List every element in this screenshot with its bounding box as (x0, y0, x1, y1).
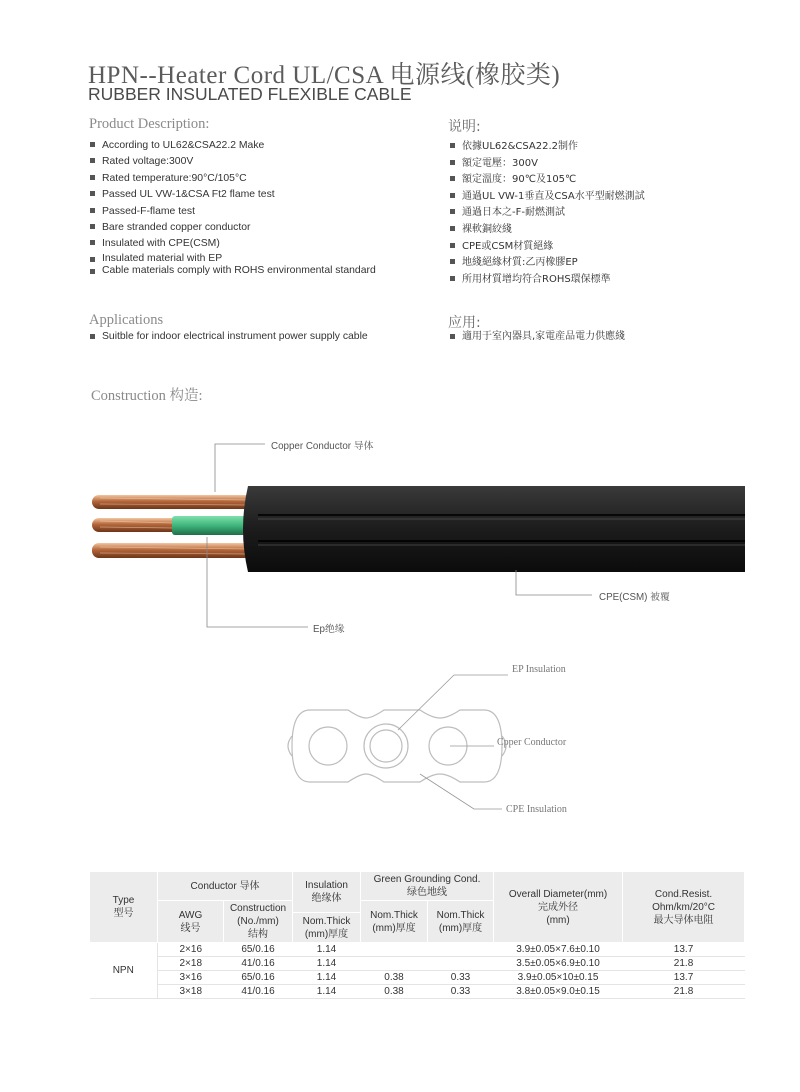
construction-cell: 65/0.16 (224, 971, 293, 985)
table-row (90, 957, 745, 971)
green-nom-thick-header-1: Nom.Thick (mm)厚度 (361, 901, 428, 943)
description-item: Insulated with CPE(CSM) (89, 236, 376, 252)
description-item: Passed UL VW-1&CSA Ft2 flame test (89, 187, 376, 203)
description-cn-list (449, 139, 645, 288)
copper-conductor-label: Copper Conductor 导体 (271, 441, 374, 452)
awg-cell: 2×16 (158, 943, 224, 957)
description-list (89, 138, 376, 277)
type-value: NPN (90, 943, 158, 999)
green-thick-cell-2 (428, 943, 494, 957)
insulation-header: Insulation 绝缘体 (293, 872, 361, 913)
description-cn-item: 地綫絕緣材質:乙丙橡膠EP (449, 255, 645, 272)
construction-heading: Construction 构造: (91, 388, 203, 404)
awg-cell: 2×18 (158, 957, 224, 971)
description-item: Rated temperature:90°C/105°C (89, 171, 376, 187)
ep-insulation-cross-label: EP Insulation (512, 664, 566, 675)
insulation-nom-thick-header: Nom.Thick (mm)厚度 (293, 913, 361, 943)
green-thick-cell-2: 0.33 (428, 971, 494, 985)
page-subtitle: RUBBER INSULATED FLEXIBLE CABLE (88, 84, 412, 104)
applications-cn-heading: 应用: (448, 315, 481, 331)
description-item: Cable materials comply with ROHS environmental standard (89, 265, 376, 277)
applications-cn-item: 適用于室內器具,家電産品電力供應綫 (449, 330, 625, 344)
table-row (90, 971, 745, 985)
green-nom-thick-header-2: Nom.Thick (mm)厚度 (428, 901, 494, 943)
description-item: Rated voltage:300V (89, 154, 376, 170)
description-cn-item: 裸軟銅絞綫 (449, 222, 645, 239)
overall-diameter-cell: 3.8±0.05×9.0±0.15 (494, 985, 623, 999)
resistance-cell: 21.8 (623, 957, 745, 971)
description-cn-item: 通過日本之-F-耐燃測試 (449, 205, 645, 222)
description-cn-heading: 说明: (448, 119, 481, 135)
description-heading: Product Description: (89, 116, 210, 132)
description-item: Bare stranded copper conductor (89, 220, 376, 236)
applications-list (89, 330, 368, 344)
green-thick-cell-1 (361, 943, 428, 957)
overall-diameter-header: Overall Diameter(mm) 完成外径 (mm) (494, 872, 623, 943)
description-cn-item: 額定溫度：90℃及105℃ (449, 172, 645, 189)
insulation-cell: 1.14 (293, 985, 361, 999)
green-thick-cell-1 (361, 957, 428, 971)
awg-header: AWG 线号 (158, 901, 224, 943)
overall-diameter-cell: 3.5±0.05×6.9±0.10 (494, 957, 623, 971)
description-cn-item: 所用材質增均符合ROHS環保標準 (449, 272, 645, 289)
description-cn-item: 依據UL62&CSA22.2制作 (449, 139, 645, 156)
copper-conductor-middle (92, 518, 182, 532)
construction-cell: 65/0.16 (224, 943, 293, 957)
insulation-cell: 1.14 (293, 971, 361, 985)
table-row (90, 985, 745, 999)
conductor-cross-label: Cpper Conductor (497, 737, 567, 748)
spec-table (89, 871, 745, 999)
applications-cn-list (449, 330, 625, 344)
page-title: HPN--Heater Cord UL/CSA 电源线(橡胶类) (88, 62, 561, 89)
copper-leader-line (215, 444, 265, 492)
awg-cell: 3×18 (158, 985, 224, 999)
construction-header: Construction (No./mm) 结构 (224, 901, 293, 943)
construction-cell: 41/0.16 (224, 957, 293, 971)
cable-illustration (0, 420, 800, 650)
green-thick-cell-1: 0.38 (361, 971, 428, 985)
description-cn-item: 通過UL VW-1垂直及CSA水平型耐燃測試 (449, 189, 645, 206)
description-item: Passed-F-flame test (89, 204, 376, 220)
resistance-cell: 13.7 (623, 971, 745, 985)
cpe-jacket-label: CPE(CSM) 被覆 (599, 592, 670, 603)
insulation-cell: 1.14 (293, 957, 361, 971)
resistance-cell: 21.8 (623, 985, 745, 999)
copper-conductor-top (92, 495, 260, 509)
green-grounding-header: Green Grounding Cond. 绿色地线 (361, 872, 494, 901)
cpe-jacket (243, 486, 745, 572)
description-item: Insulated material with EP (89, 253, 376, 265)
type-header: Type 型号 (90, 872, 158, 943)
cpe-insulation-cross-label: CPE Insulation (506, 804, 567, 815)
conductor-circle-left (309, 727, 347, 765)
awg-cell: 3×16 (158, 971, 224, 985)
green-thick-cell-2: 0.33 (428, 985, 494, 999)
overall-diameter-cell: 3.9±0.05×10±0.15 (494, 971, 623, 985)
conductor-circle-middle (370, 730, 402, 762)
green-ep-insulation (172, 516, 252, 535)
green-thick-cell-2 (428, 957, 494, 971)
applications-heading: Applications (89, 312, 164, 328)
description-cn-item: 額定電壓：300V (449, 156, 645, 173)
insulation-cell: 1.14 (293, 943, 361, 957)
green-thick-cell-1: 0.38 (361, 985, 428, 999)
cpe-leader-line (516, 570, 592, 595)
conductor-header: Conductor 导体 (158, 872, 293, 901)
overall-diameter-cell: 3.9±0.05×7.6±0.10 (494, 943, 623, 957)
description-item: According to UL62&CSA22.2 Make (89, 138, 376, 154)
copper-conductor-bottom (92, 543, 260, 558)
table-row (90, 943, 745, 957)
applications-item: Suitble for indoor electrical instrument power supply cable (89, 330, 368, 344)
construction-cell: 41/0.16 (224, 985, 293, 999)
conductor-resistance-header: Cond.Resist. Ohm/km/20°C 最大导体电阻 (623, 872, 745, 943)
resistance-cell: 13.7 (623, 943, 745, 957)
ep-insulation-label: Ep绝缘 (313, 624, 345, 635)
description-cn-item: CPE或CSM材質絕緣 (449, 239, 645, 256)
